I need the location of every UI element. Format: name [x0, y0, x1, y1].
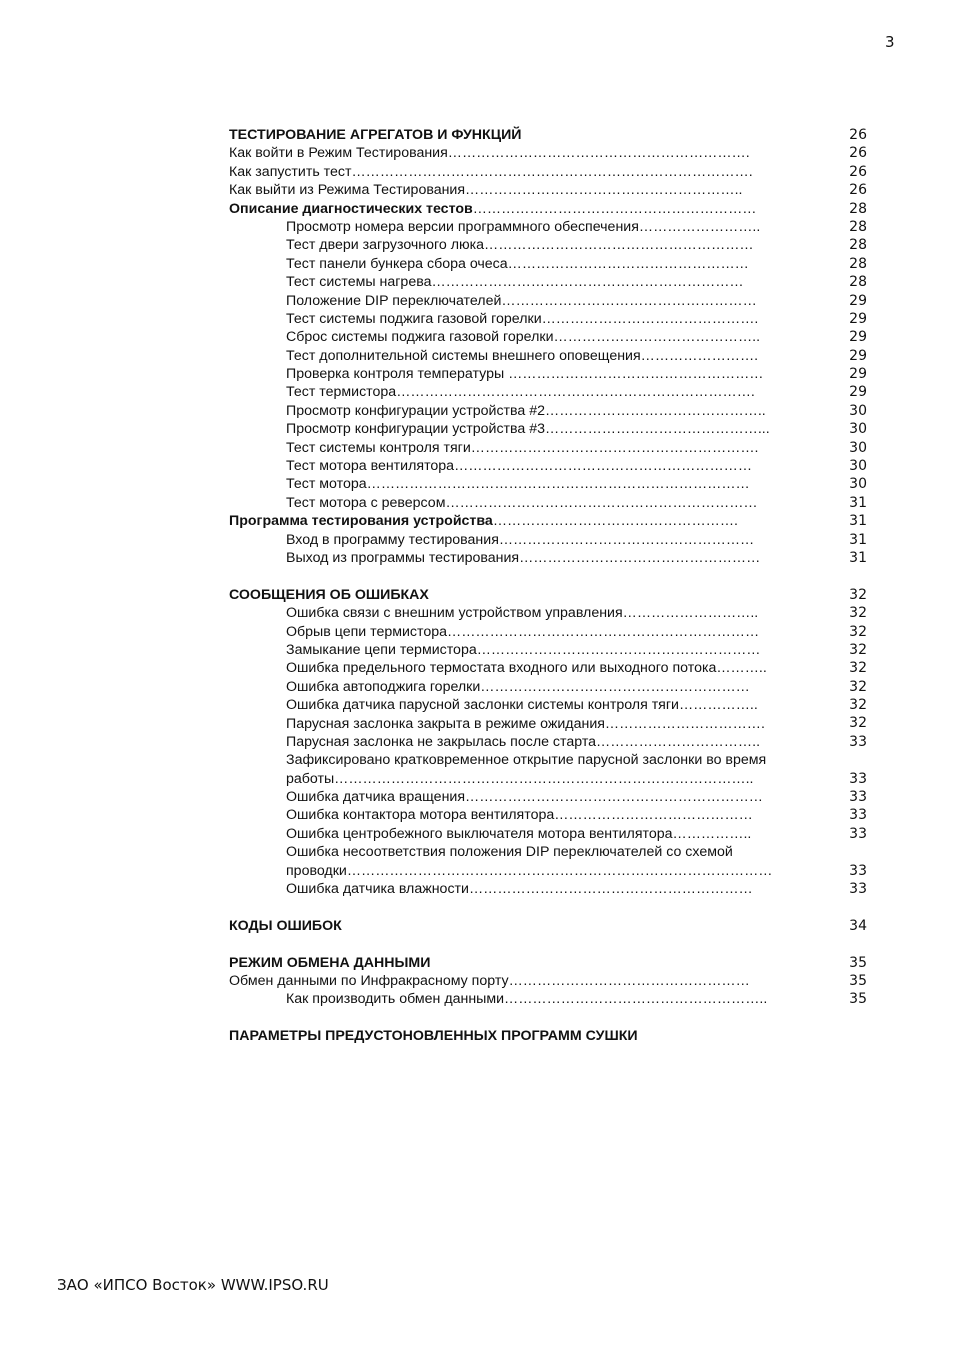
toc-entry	[229, 604, 869, 622]
toc-page-number: 31	[849, 513, 867, 530]
toc-page-number: 29	[849, 310, 867, 327]
toc-page-number: 32	[849, 715, 867, 732]
toc-entry	[229, 273, 869, 291]
toc-entry	[229, 347, 869, 365]
toc-page-number: 31	[849, 549, 867, 566]
toc-entry	[229, 310, 869, 328]
toc-entry-title: Обмен данными по Инфракрасному порту……………………………………………	[229, 973, 750, 989]
toc-page-number: 33	[849, 770, 867, 787]
toc-entry-title: Ошибка предельного термостата входного или выходного потока………..	[286, 660, 767, 677]
toc-entry-title: Тест мотора вентилятора………………………………………………………	[286, 458, 753, 475]
toc-page-number: 32	[849, 697, 867, 714]
toc-entry	[229, 917, 869, 935]
toc-entry	[229, 439, 869, 457]
toc-entry-title: Выход из программы тестирования……………………………………………	[286, 549, 761, 566]
section-heading: ПАРАМЕТРЫ ПРЕДУСТОНОВЛЕННЫХ ПРОГРАММ СУШКИ	[229, 1028, 638, 1045]
toc-entry	[229, 402, 869, 420]
toc-entry	[229, 255, 869, 273]
toc-page-number: 35	[849, 991, 867, 1008]
toc-entry	[229, 126, 869, 144]
toc-entry-title: Ошибка датчика вращения………………………………………………………	[286, 789, 763, 806]
toc-entry-title: Просмотр номера версии программного обеспечения……………………..	[286, 218, 761, 235]
section-heading: ТЕСТИРОВАНИЕ АГРЕГАТОВ И ФУНКЦИЙ	[229, 127, 522, 143]
toc-entry-title: Проверка контроля температуры ………………………………………………	[286, 366, 764, 383]
toc-entry-leader: ……………………………………………………	[472, 200, 757, 217]
toc-entry-title: Просмотр конфигурации устройства #3………………………………………...	[286, 421, 770, 438]
toc-entry-title: Ошибка контактора мотора вентилятора……………………………………	[286, 807, 753, 824]
toc-page-number: 26	[849, 145, 867, 162]
toc-entry-title: Тест двери загрузочного люка…………………………………………………	[286, 237, 754, 254]
toc-entry-title: Тест дополнительной системы внешнего оповещения…………………….	[286, 347, 759, 364]
toc-entry-title: Ошибка датчика влажности……………………………………………………	[286, 881, 753, 898]
toc-entry-leader: …………………………………………….	[492, 513, 738, 530]
toc-entry-title: Тест мотора………………………………………………………………………	[286, 476, 750, 493]
toc-page-number: 33	[849, 862, 867, 879]
toc-entry	[229, 365, 869, 383]
toc-page-number: 29	[849, 384, 867, 401]
toc-entry-title: Положение DIP переключателей………………………………………………	[286, 292, 757, 309]
toc-entry	[229, 825, 869, 843]
toc-entry	[229, 954, 869, 972]
toc-page-number: 29	[849, 366, 867, 383]
toc-entry	[229, 678, 869, 696]
toc-entry-title: Ошибка связи с внешним устройством управления………………………..	[286, 605, 759, 622]
toc-page-number: 30	[849, 402, 867, 419]
toc-page-number: 35	[849, 972, 867, 989]
toc-entry	[229, 475, 869, 493]
toc-entry	[229, 990, 869, 1008]
toc-page-number: 29	[849, 347, 867, 364]
toc-entry-title: Замыкание цепи термистора……………………………………………………	[286, 641, 761, 658]
toc-entry	[229, 494, 869, 512]
toc-entry-title: Как выйти из Режима Тестирования…………………………………………………..	[229, 182, 743, 199]
toc-entry-title: Парусная заслонка закрыта в режиме ожидания…………………………….	[286, 715, 765, 732]
toc-entry-title: Обрыв цепи термистора…………………………………………………………	[286, 623, 760, 640]
toc-entry-title: Тест системы нагрева…………………………………………………………	[286, 274, 744, 291]
toc-entry	[229, 236, 869, 254]
toc-entry-title: Ошибка датчика парусной заслонки системы контроля тяги……………..	[286, 697, 758, 714]
toc-page-number: 32	[849, 678, 867, 695]
toc-entry	[229, 218, 869, 236]
toc-entry	[229, 549, 869, 567]
toc-entry	[229, 457, 869, 475]
toc-page-number: 32	[849, 623, 867, 640]
toc-page-number: 32	[849, 641, 867, 658]
toc-page-number: 26	[849, 163, 867, 180]
toc-entry-title: Тест панели бункера сбора очеса……………………………………………	[286, 255, 749, 272]
toc-entry	[229, 420, 869, 438]
toc-page-number: 32	[849, 586, 867, 603]
toc-page-number: 33	[849, 881, 867, 898]
toc-page-number: 30	[849, 439, 867, 456]
toc-entry-title: Тест системы контроля тяги…………………………………………………….	[286, 439, 759, 456]
toc-entry	[229, 623, 869, 641]
toc-entry-title: Ошибка несоответствия положения DIP переключателей со схемой проводки………………………………………………………………………………	[286, 844, 773, 879]
toc-page-number: 29	[849, 292, 867, 309]
toc-page-number: 28	[849, 218, 867, 235]
toc-page-number: 30	[849, 458, 867, 475]
toc-entry-title: Как производить обмен данными………………………………………………..	[286, 991, 768, 1008]
toc-page-number: 28	[849, 237, 867, 254]
toc-page-number: 30	[849, 476, 867, 493]
toc-entry	[229, 328, 869, 346]
toc-entry	[229, 641, 869, 659]
toc-page-number: 33	[849, 789, 867, 806]
toc-entry	[229, 696, 869, 714]
toc-page-number: 26	[849, 182, 867, 199]
toc-entry	[229, 383, 869, 401]
toc-entry	[229, 586, 869, 604]
toc-entry-title: Тест термистора………………………………………………………………….	[286, 384, 755, 401]
toc-entry-title: Сброс системы поджига газовой горелки……………………………………..	[286, 329, 761, 346]
toc-page-number: 28	[849, 200, 867, 217]
toc-page-number: 33	[849, 807, 867, 824]
page-number: 3	[885, 33, 895, 51]
toc-entry-title: Ошибка центробежного выключателя мотора вентилятора……………..	[286, 825, 752, 842]
toc-entry	[229, 806, 869, 824]
toc-entry-title: Просмотр конфигурации устройства #2………………………………………..	[286, 402, 766, 419]
footer: ЗАО «ИПСО Восток» WWW.IPSO.RU	[57, 1276, 329, 1294]
toc-page-number: 30	[849, 421, 867, 438]
toc-entry-title: Тест мотора с реверсом…………………………………………………………	[286, 494, 758, 511]
toc-entry-title	[229, 512, 833, 530]
toc-entry	[229, 181, 869, 199]
toc-entry-bold-part: Описание диагностических тестов	[229, 200, 473, 217]
toc-entry-title	[229, 200, 833, 218]
toc-entry-bold-part: Программа тестирования устройства	[229, 513, 493, 530]
section-heading: СООБЩЕНИЯ ОБ ОШИБКАХ	[229, 586, 429, 603]
toc-entry	[229, 144, 869, 162]
toc-entry	[229, 512, 869, 530]
section-heading: РЕЖИМ ОБМЕНА ДАННЫМИ	[229, 954, 431, 971]
toc-entry	[229, 788, 869, 806]
toc-page-number: 33	[849, 733, 867, 750]
toc-page-number: 26	[849, 126, 867, 143]
toc-entry	[229, 880, 869, 898]
toc-entry	[229, 751, 869, 788]
toc-entry	[229, 733, 869, 751]
toc-entry-title: Ошибка автоподжига горелки…………………………………………………	[286, 678, 750, 695]
toc-entry	[229, 1027, 869, 1045]
toc-entry-title: Зафиксировано кратковременное открытие парусной заслонки во время работы……………………………………………………………………………..	[286, 752, 767, 787]
toc-entry	[229, 200, 869, 218]
toc-page-number: 33	[849, 825, 867, 842]
toc-page-number: 29	[849, 329, 867, 346]
toc-entry-title: Тест системы поджига газовой горелки……………………………………….	[286, 310, 759, 327]
toc-entry	[229, 972, 869, 990]
toc-entry	[229, 843, 869, 880]
toc-page-number: 32	[849, 660, 867, 677]
toc-entry	[229, 163, 869, 181]
toc-entry-title: Как войти в Режим Тестирования……………………………………………………….	[229, 145, 750, 162]
toc-entry-title: Вход в программу тестирования………………………………………………	[286, 531, 755, 548]
toc-page-number: 34	[849, 917, 867, 934]
toc-entry	[229, 531, 869, 549]
toc-entry	[229, 659, 869, 677]
toc-page-number: 31	[849, 531, 867, 548]
toc-entry	[229, 292, 869, 310]
toc-entry-title: Парусная заслонка не закрылась после старта……………………………..	[286, 733, 761, 750]
toc-entry-title: Как запустить тест………………………………………………………………………….	[229, 163, 753, 180]
toc-page-number: 28	[849, 255, 867, 272]
toc-page-number: 32	[849, 605, 867, 622]
section-heading: КОДЫ ОШИБОК	[229, 917, 342, 934]
table-of-contents	[229, 126, 869, 1046]
toc-page-number: 28	[849, 274, 867, 291]
toc-page-number: 35	[849, 954, 867, 971]
toc-entry	[229, 715, 869, 733]
toc-page-number: 31	[849, 494, 867, 511]
